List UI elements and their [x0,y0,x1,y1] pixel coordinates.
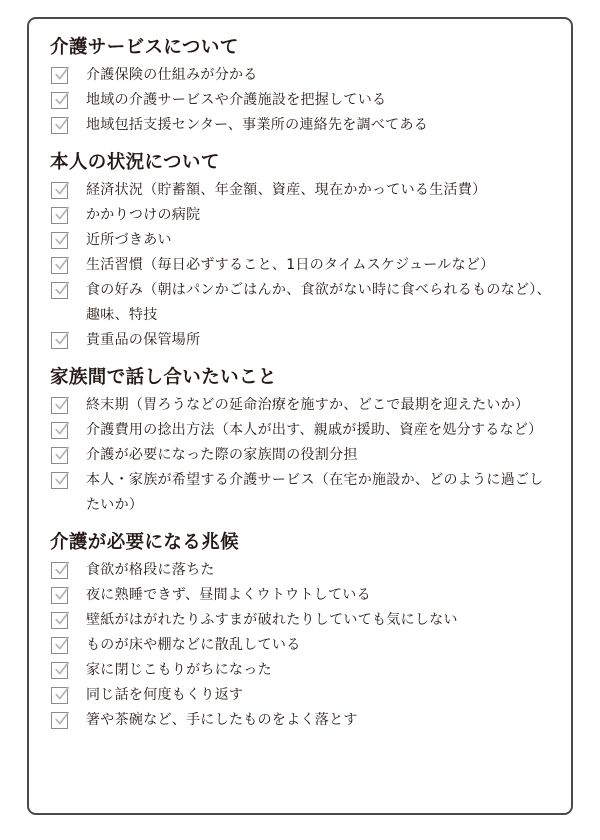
checklist-item-label: 経済状況（貯蓄額、年金額、資産、現在かかっている生活費） [86,182,487,198]
checklist-card [27,17,573,815]
checkbox-checked-icon[interactable] [51,257,68,274]
checklist-item [49,278,553,328]
checkbox-checked-icon[interactable] [51,637,68,654]
checklist-item-label: 箸や茶碗など、手にしたものをよく落とす [86,712,358,728]
checkbox-checked-icon[interactable] [51,712,68,729]
checklist-item-label: 本人・家族が希望する介護サービス（在宅か施設か、どのように過ごしたいか） [86,472,544,513]
checklist-item [49,418,553,443]
checklist-item-label: 終末期（胃ろうなどの延命治療を施すか、どこで最期を迎えたいか） [86,397,530,413]
checklist-item-label: 介護が必要になった際の家族間の役割分担 [86,447,358,463]
checklist [49,393,553,518]
checkbox-checked-icon[interactable] [51,282,68,299]
checklist-item-label: 介護費用の捻出方法（本人が出す、親戚が援助、資産を処分するなど） [86,422,543,438]
checkbox-checked-icon[interactable] [51,587,68,604]
checklist-item-label: 地域の介護サービスや介護施設を把握している [86,92,387,108]
checklist [49,178,553,353]
checklist-item-label: 介護保険の仕組みが分かる [86,67,258,83]
section-family-discussion [49,366,553,518]
checklist-item [49,253,553,278]
checklist-item-label: 家に閉じこもりがちになった [86,662,272,678]
checklist-item-label: 壁紙がはがれたりふすまが破れたりしていても気にしない [86,612,458,628]
checklist-item [49,633,553,658]
checkbox-checked-icon[interactable] [51,207,68,224]
checklist-item-label: 地域包括支援センター、事業所の連絡先を調べてある [86,117,429,133]
checklist-item [49,708,553,733]
checkbox-checked-icon[interactable] [51,422,68,439]
section-title: 家族間で話し合いたいこと [50,367,277,388]
checkbox-checked-icon[interactable] [51,472,68,489]
checklist-item [49,228,553,253]
checklist [49,558,553,733]
checkbox-checked-icon[interactable] [51,612,68,629]
checklist-item [49,558,553,583]
checklist-item [49,393,553,418]
checklist-item-label: 夜に熟睡できず、昼間よくウトウトしている [86,587,371,603]
checklist-item [49,113,553,138]
checklist-item-label: 近所づきあい [86,232,172,248]
checklist-item [49,328,553,353]
checkbox-checked-icon[interactable] [51,687,68,704]
checkbox-checked-icon[interactable] [51,662,68,679]
checklist-item-label: 貴重品の保管場所 [86,332,201,348]
checklist [49,63,553,138]
checklist-item-label: 同じ話を何度もくり返す [86,687,244,703]
checklist-item [49,658,553,683]
checkbox-checked-icon[interactable] [51,447,68,464]
checkbox-checked-icon[interactable] [51,182,68,199]
checklist-item-label: 食の好み（朝はパンかごはんか、食欲がない時に食べられるものなど）、趣味、特技 [86,282,551,323]
checklist-item [49,683,553,708]
checklist-item [49,203,553,228]
checkbox-checked-icon[interactable] [51,562,68,579]
section-care-services [49,36,553,138]
checklist-item [49,468,553,518]
checkbox-checked-icon[interactable] [51,397,68,414]
checkbox-checked-icon[interactable] [51,117,68,134]
checklist-item [49,88,553,113]
checklist-item-label: 生活習慣（毎日必ずすること、1日のタイムスケジュールなど） [86,257,495,273]
checklist-item-label: ものが床や棚などに散乱している [86,637,301,653]
checklist-item [49,608,553,633]
checkbox-checked-icon[interactable] [51,332,68,349]
checklist-item [49,63,553,88]
checkbox-checked-icon[interactable] [51,92,68,109]
section-title: 介護が必要になる兆候 [50,532,240,553]
section-title: 本人の状況について [50,152,220,173]
checklist-item [49,178,553,203]
section-personal-situation [49,151,553,353]
checklist-item [49,583,553,608]
checklist-item-label: 食欲が格段に落ちた [86,562,215,578]
checklist-item-label: かかりつけの病院 [86,207,201,223]
section-care-signs [49,531,553,733]
checklist-item [49,443,553,468]
section-title: 介護サービスについて [50,37,239,58]
checkbox-checked-icon[interactable] [51,232,68,249]
checkbox-checked-icon[interactable] [51,67,68,84]
